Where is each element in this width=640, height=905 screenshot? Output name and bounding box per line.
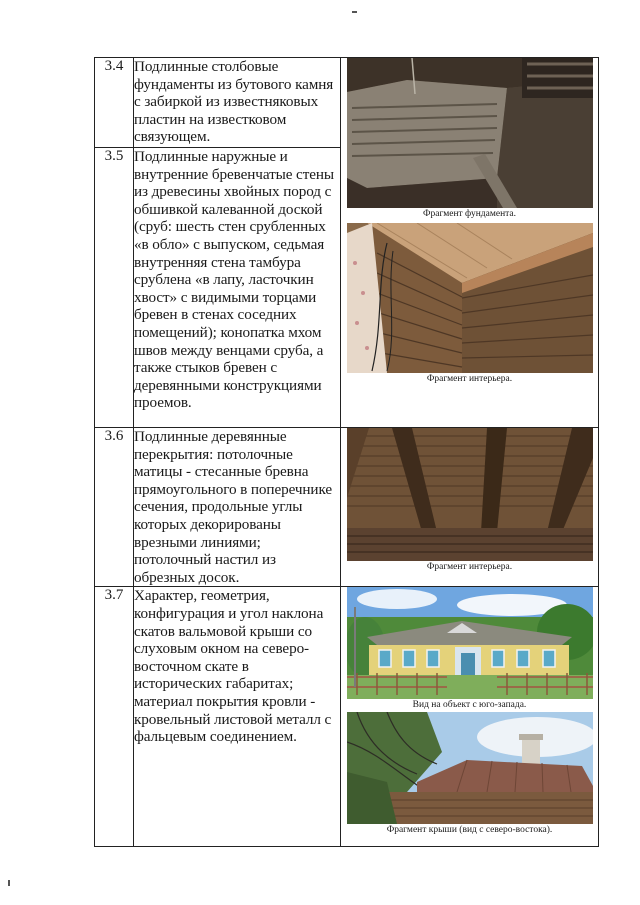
ceiling-photo — [347, 428, 593, 561]
row-description: Подлинные столбовые фундаменты из бутового камня с забиркой из известняковых пластин на известковом связующем. — [134, 58, 341, 148]
interior-wall-photo — [347, 223, 593, 373]
photo-cell — [341, 428, 599, 587]
photo-caption: Фрагмент интерьера. — [426, 562, 513, 572]
row-number: 3.7 — [95, 587, 134, 847]
row-description: Характер, геометрия, конфигурация и угол наклона скатов вальмовой крыши со слуховым окном на северо-восточном скате в исторических габаритах; материал покрытия кровли - кровельный листовой металл с фальцевым соединением. — [134, 587, 341, 847]
row-number: 3.5 — [95, 148, 134, 428]
photo-caption: Фрагмент фундамента. — [422, 209, 517, 219]
photo-caption: Вид на объект с юго-запада. — [412, 700, 527, 711]
scan-speck — [352, 11, 357, 13]
table-row — [95, 58, 599, 148]
row-number: 3.4 — [95, 58, 134, 148]
row-number: 3.6 — [95, 428, 134, 587]
foundation-photo — [347, 58, 593, 208]
roof-photo — [347, 712, 593, 824]
row-description: Подлинные наружные и внутренние бревенчатые стены из древесины хвойных пород с обшивкой калеванной доской (сруб: шесть стен срубленных «в обло» с выпуском, седьмая внутренняя стена тамбура срублена «в лапу, ласточкин хвост» с видимыми торцами бревен в стенах соседних помещений); конопатка мхом швов между венцами сруба, а также стыков бревен с деревянными конструкциями проемов. — [134, 148, 341, 428]
monument-elements-table — [94, 57, 599, 847]
table-row — [95, 587, 599, 847]
building-exterior-photo — [347, 587, 593, 699]
table-row — [95, 428, 599, 587]
photo-caption: Фрагмент интерьера. — [426, 374, 513, 384]
row-description: Подлинные деревянные перекрытия: потолочные матицы - стесанные бревна прямоугольного в поперечнике сечения, продольные углы которых декорированы врезными линиями; потолочный настил из обрезных досок. — [134, 428, 341, 587]
scan-speck — [8, 880, 10, 886]
photo-cell — [341, 58, 599, 428]
photo-cell — [341, 587, 599, 847]
photo-caption: Фрагмент крыши (вид с северо-востока). — [386, 825, 553, 836]
